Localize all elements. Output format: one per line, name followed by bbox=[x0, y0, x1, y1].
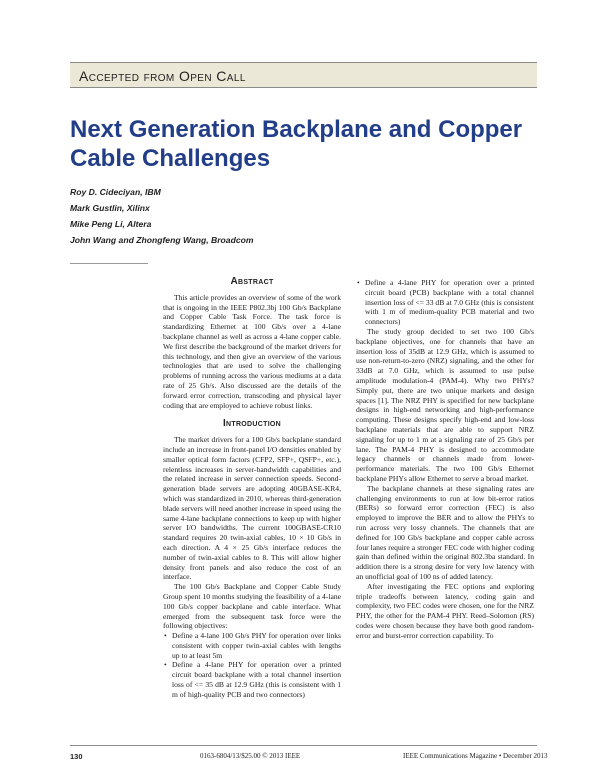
body-paragraph: The market drivers for a 100 Gb/s backplane standard include an increase in front-panel I/O densities enabled by smaller optical form factors (CFP2, SFP+, QSFP+, etc.), relentless increases in server-bandwidth capabilities and the related increase in server connection speeds. Second-generation blade servers are adopting 40GBASE-KR4, which was standardized in 2010, whereas third-generation blade servers will need another increase in speed using the same 4-lane backplane connections to keep up with higher server I/O bandwidths. The current 100GBASE-CR10 standard requires 20 twin-axial cables, 10 × 10 Gb/s in each direction. A 4 × 25 Gb/s interface reduces the number of twin-axial cables to 8. This will allow higher density front panels and also reduce the cost of an interface. bbox=[163, 435, 341, 582]
body-paragraph: After investigating the FEC options and exploring triple tradeoffs between latency, coding gain and complexity, two FEC codes were chosen, one for the NRZ PHY, the other for the PAM-4 PHY. Reed–Solomon (RS) codes were chosen because they have both good random-error and burst-error correction capability. To bbox=[356, 581, 534, 640]
list-item: • Define a 4-lane PHY for operation over a printed circuit board (PCB) backplane with a total channel insertion loss of <= 33 dB at 7.0 GHz (this is consistent with 1 m of medium-quality PCB material and two connectors) bbox=[356, 278, 534, 327]
abstract-heading: Abstract bbox=[230, 276, 274, 287]
author-line: John Wang and Zhongfeng Wang, Broadcom bbox=[70, 235, 254, 245]
banner-label: Accepted from Open Call bbox=[79, 68, 246, 84]
objectives-list bbox=[163, 631, 341, 700]
text-column-left bbox=[163, 277, 341, 700]
author-divider bbox=[70, 263, 148, 264]
journal-info: IEEE Communications Magazine • December 2013 bbox=[403, 752, 548, 760]
footer-divider bbox=[70, 745, 537, 746]
list-item: • Define a 4-lane 100 Gb/s PHY for operation over links consistent with copper twin-axial cables with lengths up to at least 5m bbox=[163, 631, 341, 660]
author-line: Mark Gustlin, Xilinx bbox=[70, 203, 150, 213]
body-paragraph: The study group decided to set two 100 Gb/s backplane objectives, one for channels that have an insertion loss of 35dB at 12.9 GHz, which is assumed to use non-return-to-zero (NRZ) signaling, and the other for 33dB at 7.0 GHz, which is assumed to use pulse amplitude modulation-4 (PAM-4). Why two PHYs? Simply put, there are two unique markets and design spaces [1]. The NRZ PHY is specified for new backplane designs in high-end networking and high-performance computing. These designs specify high-end and low-loss backplane materials that are able to support NRZ signaling for up to 1 m at a signaling rate of 25 Gb/s per lane. The PAM-4 PHY is designed to accommodate legacy channels or channels made from lower-performance materials. The two 100 Gb/s Ethernet backplane PHYs allow Ethernet to serve a broad market. bbox=[356, 326, 534, 483]
body-paragraph: The 100 Gb/s Backplane and Copper Cable Study Group spent 10 months studying the feasibility of a 4-lane 100 Gb/s copper backplane and cable interface. What emerged from the subsequent task force were the following objectives: bbox=[163, 582, 341, 631]
abstract-paragraph: This article provides an overview of some of the work that is ongoing in the IEEE P802.3bj 100 Gb/s Backplane and Copper Cable Task Force. The task force is standardizing Ethernet at 100 Gb/s over a 4-lane backplane channel as well as across a 4-lane copper cable. We first describe the background of the market drivers for this technology, and then give an overview of the various technologies that are used to solve the challenging problems of running across the various mediums at a data rate of 25 Gb/s. Also discussed are the details of the forward error correction, transcoding and physical layer coding that are employed to achieve robust links. bbox=[163, 292, 341, 410]
body-paragraph: The backplane channels at these signaling rates are challenging environments to run at low bit-error ratios (BERs) so forward error correction (FEC) is also employed to improve the BER and to allow the PHYs to run across very lossy channels. The channels that are defined for 100 Gb/s backplane and copper cable across four lanes require a stronger FEC code with higher coding gain than defined within the original 802.3ba standard. In addition there is a strong desire for very low latency with an unofficial goal of 100 ns of added latency. bbox=[356, 483, 534, 581]
author-line: Mike Peng Li, Altera bbox=[70, 219, 152, 229]
article-title: Next Generation Backplane and Copper Cable Challenges bbox=[70, 116, 523, 172]
copyright-line: 0163-6804/13/$25.00 © 2013 IEEE bbox=[200, 752, 301, 760]
text-column-right bbox=[356, 278, 534, 640]
author-list bbox=[70, 184, 254, 248]
author-line: Roy D. Cideciyan, IBM bbox=[70, 187, 161, 197]
objectives-list-continued bbox=[356, 278, 534, 327]
section-banner bbox=[70, 62, 537, 88]
list-item: • Define a 4-lane PHY for operation over a printed circuit board backplane with a total channel insertion loss of <= 35 dB at 12.9 GHz (this is consistent with 1 m of high-quality PCB and two connectors) bbox=[163, 660, 341, 699]
page-number: 130 bbox=[70, 752, 83, 761]
introduction-heading: Introduction bbox=[222, 418, 282, 430]
